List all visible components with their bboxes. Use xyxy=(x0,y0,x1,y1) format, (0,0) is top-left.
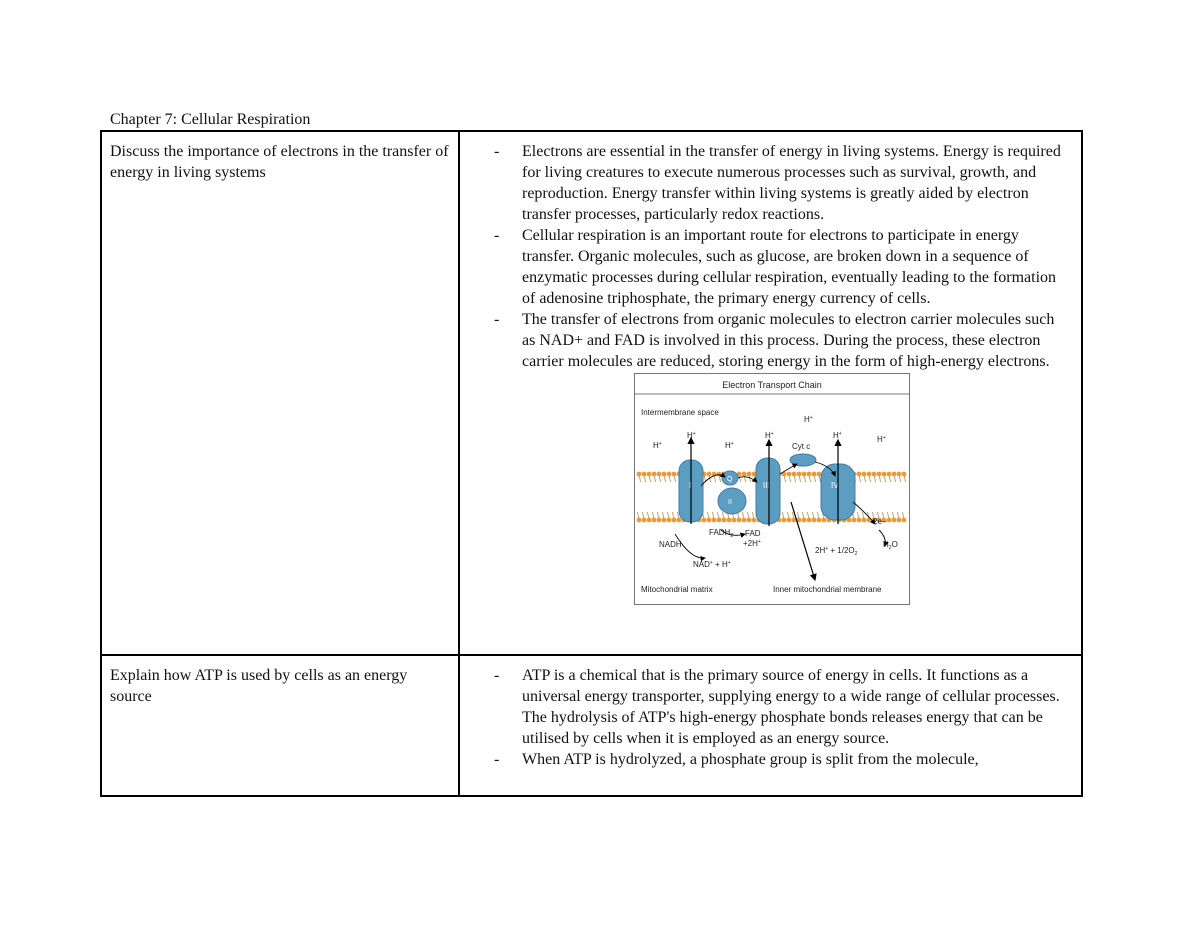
table-row xyxy=(102,132,1081,656)
complex-iii-protein xyxy=(756,458,780,524)
intermembrane-label: Intermembrane space xyxy=(641,408,719,417)
two-e-label: 2e– xyxy=(873,517,887,526)
lipid-head xyxy=(902,472,907,477)
h-plus-label: H+ xyxy=(804,415,813,424)
lipid-head xyxy=(892,472,897,477)
lipid-head xyxy=(717,518,722,523)
lipid-head xyxy=(807,472,812,477)
lipid-head xyxy=(727,518,732,523)
lipid-head xyxy=(667,518,672,523)
h-plus-label: H+ xyxy=(687,431,696,440)
complex-i-label: I xyxy=(689,481,692,490)
bullet-item: - Cellular respiration is an important route for electrons to participate in energy transfer. Organic molecules, such as glucose, are broken down in a sequence of enzymatic processes during cellular respiration, eventually leading to the formation of adenosine triphosphate, the primary energy currency of cells. xyxy=(492,225,1069,309)
lipid-head xyxy=(887,518,892,523)
lipid-head xyxy=(897,472,902,477)
lipid-head xyxy=(732,518,737,523)
question-text: Discuss the importance of electrons in the transfer of energy in living systems xyxy=(110,143,449,181)
chapter-title: Chapter 7: Cellular Respiration xyxy=(110,111,311,128)
complex-iv-label: IV xyxy=(831,481,839,490)
lipid-head xyxy=(897,518,902,523)
lipid-head xyxy=(737,518,742,523)
lipid-head xyxy=(642,472,647,477)
h-plus-label: H+ xyxy=(833,431,842,440)
lipid-head xyxy=(707,518,712,523)
lipid-head xyxy=(787,518,792,523)
question-text: Explain how ATP is used by cells as an energy source xyxy=(110,667,408,705)
lipid-head xyxy=(747,472,752,477)
bullet-item: - The transfer of electrons from organic molecules to electron carrier molecules such as NAD+ and FAD is involved in this process. During the process, these electron carrier molecules are reduced, storing energy in the form of high-energy electrons. xyxy=(492,309,1069,372)
lipid-head xyxy=(867,472,872,477)
question-cell xyxy=(102,656,460,795)
lipid-head xyxy=(657,472,662,477)
oxygen-eq-label: $2H^+ + 1/2O_2$ xyxy=(815,546,858,557)
lipid-head xyxy=(742,518,747,523)
lipid-head xyxy=(817,518,822,523)
lipid-head xyxy=(712,518,717,523)
lipid-head xyxy=(652,472,657,477)
lipid-head xyxy=(717,472,722,477)
h-plus-label: H+ xyxy=(877,435,886,444)
water-label: $H_2O$ xyxy=(883,540,898,551)
q-label: Q xyxy=(727,476,733,483)
lipid-head xyxy=(672,472,677,477)
lipid-head xyxy=(852,518,857,523)
lipid-head xyxy=(787,472,792,477)
qa-table xyxy=(100,130,1083,797)
answer-bullets xyxy=(492,665,1069,770)
lipid-head xyxy=(822,518,827,523)
lipid-head xyxy=(637,518,642,523)
lipid-head xyxy=(902,518,907,523)
lipid-head xyxy=(742,472,747,477)
two-h-label: +2H+ xyxy=(743,539,761,548)
lipid-head xyxy=(647,472,652,477)
lipid-head xyxy=(747,518,752,523)
complex-iii-label: III xyxy=(763,481,770,490)
lipid-head xyxy=(887,472,892,477)
lipid-head xyxy=(872,472,877,477)
lipid-head xyxy=(672,518,677,523)
lipid-head xyxy=(637,472,642,477)
bullet-item: - Electrons are essential in the transfer of energy in living systems. Energy is required for living creatures to execute numerous processes such as survival, growth, and reproduction. Energy transfer within living systems is greatly aided by electron transfer processes, particularly redox reactions. xyxy=(492,141,1069,225)
lipid-head xyxy=(882,472,887,477)
h-plus-label: H+ xyxy=(765,431,774,440)
table-row xyxy=(102,656,1081,795)
etc-diagram xyxy=(634,373,910,605)
lipid-head xyxy=(792,472,797,477)
lipid-head xyxy=(802,472,807,477)
lipid-head xyxy=(707,472,712,477)
lipid-head xyxy=(642,518,647,523)
nadh-label: NADH xyxy=(659,540,682,549)
complex-ii-label: II xyxy=(728,499,732,506)
lipid-head xyxy=(652,518,657,523)
fad-label: FAD xyxy=(745,529,761,538)
lipid-head xyxy=(657,518,662,523)
lipid-head xyxy=(807,518,812,523)
cytc-label: Cyt c xyxy=(792,442,811,451)
answer-cell xyxy=(460,656,1081,795)
lipid-head xyxy=(702,518,707,523)
lipid-head xyxy=(722,518,727,523)
cytc-protein xyxy=(790,454,816,466)
lipid-head xyxy=(797,472,802,477)
h-plus-label: H+ xyxy=(725,441,734,450)
lipid-head xyxy=(677,518,682,523)
lipid-head xyxy=(667,472,672,477)
question-cell xyxy=(102,132,460,654)
bullet-item: - ATP is a chemical that is the primary source of energy in cells. It functions as a universal energy transporter, supplying energy to a wide range of cellular processes. The hydrolysis of ATP's high-energy phosphate bonds releases energy that can be utilised by cells when it is employed as an energy source. xyxy=(492,665,1069,749)
fadh2-label: $FADH_2$ xyxy=(709,528,734,539)
lipid-head xyxy=(862,472,867,477)
lipid-head xyxy=(782,518,787,523)
lipid-head xyxy=(877,472,882,477)
lipid-head xyxy=(752,518,757,523)
nad-plus-h-label: NAD+ + H+ xyxy=(693,560,731,569)
lipid-head xyxy=(857,518,862,523)
bullet-item: - When ATP is hydrolyzed, a phosphate group is split from the molecule, xyxy=(492,749,1069,770)
diagram-title: Electron Transport Chain xyxy=(722,380,822,390)
inner-membrane-label: Inner mitochondrial membrane xyxy=(773,585,882,594)
answer-cell xyxy=(460,132,1081,654)
lipid-head xyxy=(892,518,897,523)
lipid-head xyxy=(647,518,652,523)
lipid-head xyxy=(802,518,807,523)
complex-ii-protein xyxy=(718,488,746,514)
lipid-head xyxy=(662,518,667,523)
lipid-head xyxy=(812,472,817,477)
lipid-head xyxy=(812,518,817,523)
h-plus-label: H+ xyxy=(653,441,662,450)
answer-bullets xyxy=(492,141,1069,372)
lipid-head xyxy=(662,472,667,477)
lipid-head xyxy=(857,472,862,477)
lipid-head xyxy=(862,518,867,523)
matrix-label: Mitochondrial matrix xyxy=(641,585,713,594)
